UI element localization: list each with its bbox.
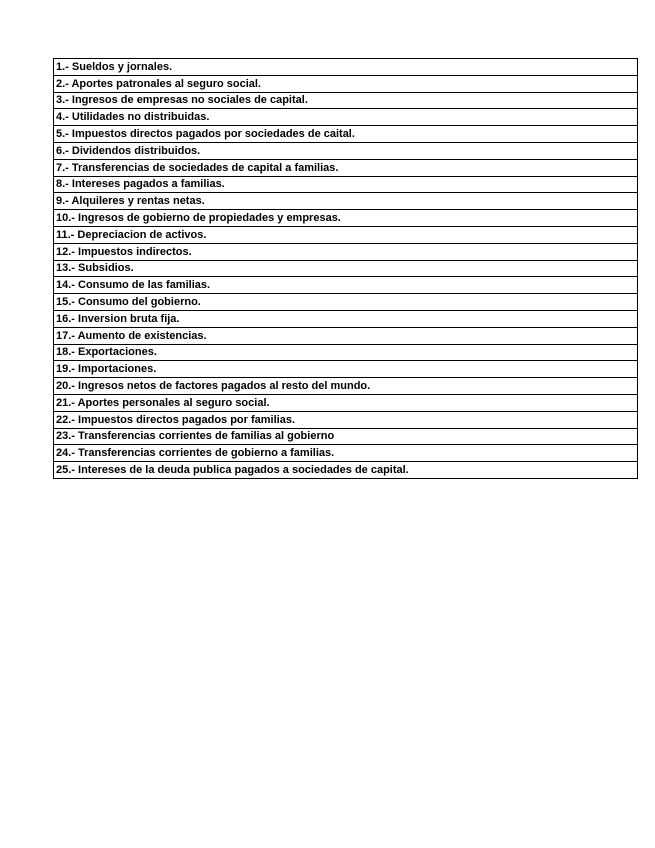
table-cell[interactable]: 24.- Transferencias corrientes de gobierno a familias. [54, 445, 638, 462]
table-row [54, 243, 638, 260]
table-cell[interactable]: 22.- Impuestos directos pagados por familias. [54, 411, 638, 428]
table-row [54, 226, 638, 243]
table-cell[interactable]: 11.- Depreciacion de activos. [54, 226, 638, 243]
table-row [54, 193, 638, 210]
table-row [54, 428, 638, 445]
table-cell[interactable]: 20.- Ingresos netos de factores pagados al resto del mundo. [54, 378, 638, 395]
table-row [54, 109, 638, 126]
table-cell[interactable]: 16.- Inversion bruta fija. [54, 310, 638, 327]
table-cell[interactable]: 17.- Aumento de existencias. [54, 327, 638, 344]
table-row [54, 445, 638, 462]
table-row [54, 277, 638, 294]
table-row [54, 75, 638, 92]
items-table [53, 58, 638, 479]
table-row [54, 260, 638, 277]
table-row [54, 344, 638, 361]
table-row [54, 411, 638, 428]
table-cell[interactable]: 19.- Importaciones. [54, 361, 638, 378]
table-row [54, 59, 638, 76]
table-cell[interactable]: 9.- Alquileres y rentas netas. [54, 193, 638, 210]
table-row [54, 92, 638, 109]
table-row [54, 462, 638, 479]
table-row [54, 310, 638, 327]
table-cell[interactable]: 14.- Consumo de las familias. [54, 277, 638, 294]
table-cell[interactable]: 25.- Intereses de la deuda publica pagados a sociedades de capital. [54, 462, 638, 479]
table-cell[interactable]: 10.- Ingresos de gobierno de propiedades y empresas. [54, 210, 638, 227]
table-cell[interactable]: 6.- Dividendos distribuidos. [54, 142, 638, 159]
table-cell[interactable]: 21.- Aportes personales al seguro social. [54, 394, 638, 411]
table-row [54, 327, 638, 344]
table-cell[interactable]: 15.- Consumo del gobierno. [54, 294, 638, 311]
table-row [54, 142, 638, 159]
table-cell[interactable]: 7.- Transferencias de sociedades de capital a familias. [54, 159, 638, 176]
table-cell[interactable]: 5.- Impuestos directos pagados por sociedades de caital. [54, 126, 638, 143]
table-row [54, 210, 638, 227]
table-cell[interactable]: 2.- Aportes patronales al seguro social. [54, 75, 638, 92]
table-cell[interactable]: 3.- Ingresos de empresas no sociales de capital. [54, 92, 638, 109]
table-cell[interactable]: 12.- Impuestos indirectos. [54, 243, 638, 260]
table-row [54, 126, 638, 143]
table-cell[interactable]: 13.- Subsidios. [54, 260, 638, 277]
table-row [54, 394, 638, 411]
table-cell[interactable]: 1.- Sueldos y jornales. [54, 59, 638, 76]
table-row [54, 294, 638, 311]
table-row [54, 361, 638, 378]
table-cell[interactable]: 18.- Exportaciones. [54, 344, 638, 361]
table-row [54, 176, 638, 193]
table-cell[interactable]: 8.- Intereses pagados a familias. [54, 176, 638, 193]
table-cell[interactable]: 4.- Utilidades no distribuidas. [54, 109, 638, 126]
table-cell[interactable]: 23.- Transferencias corrientes de familias al gobierno [54, 428, 638, 445]
table-row [54, 159, 638, 176]
table-row [54, 378, 638, 395]
